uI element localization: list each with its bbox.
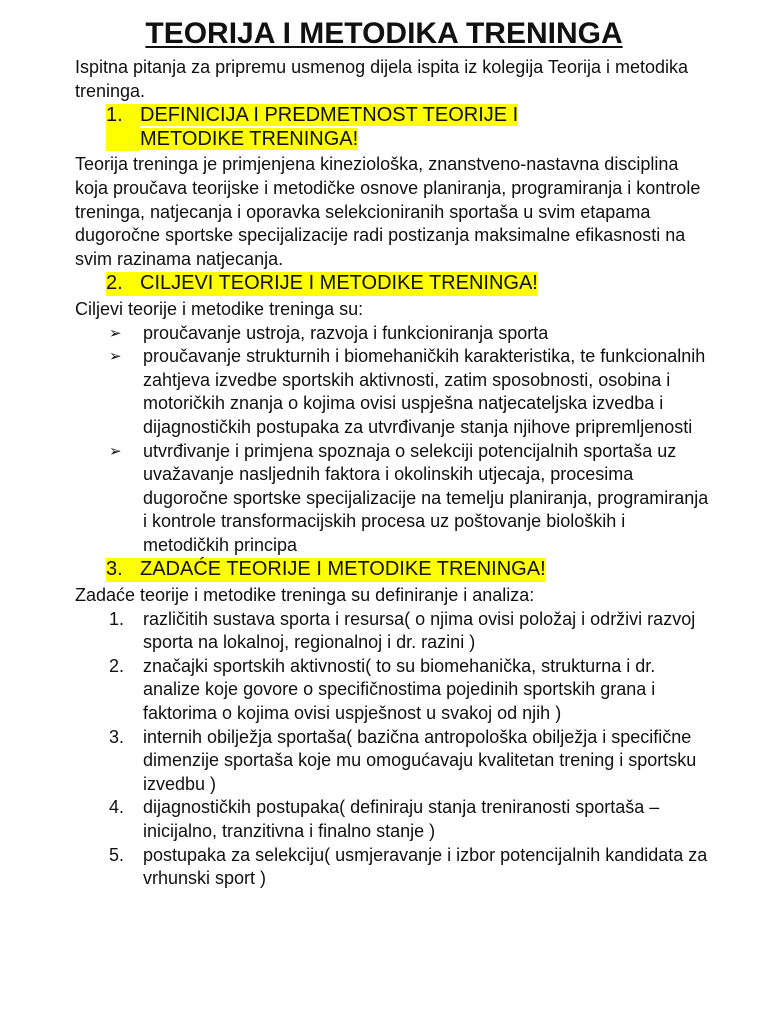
section-1-heading-line2: METODIKE TRENINGA!	[140, 127, 359, 150]
list-number: 4.	[109, 797, 125, 818]
list-item	[75, 726, 715, 797]
list-item-text: proučavanje ustroja, razvoja i funkcioniranja sporta	[143, 322, 549, 343]
section-3-heading-text: ZADAĆE TEORIJE I METODIKE TRENINGA!	[140, 558, 546, 581]
section-2-heading	[75, 272, 715, 296]
section-2-lead: Ciljevi teorije i metodike treninga su:	[75, 298, 364, 319]
section-3-lead: Zadaće teorije i metodike treninga su definiranje i analiza:	[75, 585, 535, 606]
list-item-text: proučavanje strukturnih i biomehaničkih karakteristika, te funkcionalnih zahtjeva izvedbe sportskih aktivnosti, zatim sposobnosti, osobina i motoričkih znanja o kojima ovisi uspješna natjecateljska izvedba i dijagnostičkih postupaka za utvrđivanje stanja njihove pripremljenosti	[143, 346, 706, 437]
list-item-text: internih obilježja sportaša( bazična antropološka obilježja i specifične dimenzije sportaša koje mu omogućavaju kvalitetan trening i sportsku izvedbu )	[143, 726, 697, 794]
arrow-bullet-icon: ➢	[109, 348, 122, 366]
intro-paragraph: Ispitna pitanja za pripremu usmenog dijela ispita iz kolegija Teorija i metodika treninga.	[75, 57, 688, 101]
list-item-text: postupaka za selekciju( usmjeravanje i izbor potencijalnih kandidata za vrhunski sport )	[143, 844, 708, 889]
section-1-heading-line1: DEFINICIJA I PREDMETNOST TEORIJE I	[140, 104, 519, 127]
list-number: 1.	[109, 608, 125, 629]
section-3-number: 3.	[106, 558, 140, 582]
section-2-number: 2.	[106, 272, 140, 296]
section-1-heading	[75, 104, 715, 151]
section-2-heading-text: CILJEVI TEORIJE I METODIKE TRENINGA!	[140, 272, 538, 295]
section-3-list	[75, 608, 715, 891]
document-body	[75, 56, 715, 891]
section-1-number: 1.	[106, 104, 140, 151]
list-item	[75, 796, 715, 843]
section-2-list	[75, 322, 715, 558]
arrow-bullet-icon: ➢	[109, 442, 122, 460]
list-number: 5.	[109, 844, 125, 865]
section-1-paragraph: Teorija treninga je primjenjena kineziološka, znanstveno-nastavna disciplina koja proučava teorijske i metodičke osnove planiranja, programiranja i kontrole treninga, natjecanja i oporavka selekcioniranih sportaša u svim etapama dugoročne sportske specijalizacije radi postizanja maksimalne efikasnosti na svim razinama natjecanja.	[75, 154, 701, 269]
section-3-heading	[75, 558, 715, 582]
list-item	[75, 345, 715, 439]
list-item	[75, 608, 715, 655]
list-item	[75, 655, 715, 726]
list-item	[75, 440, 715, 558]
arrow-bullet-icon: ➢	[109, 324, 122, 342]
list-item-text: dijagnostičkih postupaka( definiraju stanja treniranosti sportaša – inicijalno, tranzitivna i finalno stanje )	[143, 797, 660, 841]
list-item-text: utvrđivanje i primjena spoznaja o selekciji potencijalnih sportaša uz uvažavanje nasljednih faktora i okolinskih utjecaja, procesima dugoročne sportske specijalizacije na temelju planiranja, programiranja i kontrole transformacijskih procesa uz poštovanje bioloških i metodičkih principa	[143, 440, 709, 555]
list-item-text: različitih sustava sporta i resursa( o njima ovisi položaj i održivi razvoj sporta na lokalnoj, regionalnoj i dr. razini )	[143, 608, 696, 653]
list-number: 3.	[109, 726, 125, 747]
list-item-text: značajki sportskih aktivnosti( to su biomehanička, strukturna i dr. analize koje govore o specifičnostima pojedinih sportskih grana i faktorima o kojima ovisi uspješnost u svakoj od njih )	[143, 655, 656, 724]
list-number: 2.	[109, 655, 125, 676]
list-item	[75, 322, 715, 346]
page-title: TEORIJA I METODIKA TRENINGA	[145, 17, 623, 50]
list-item	[75, 844, 715, 891]
